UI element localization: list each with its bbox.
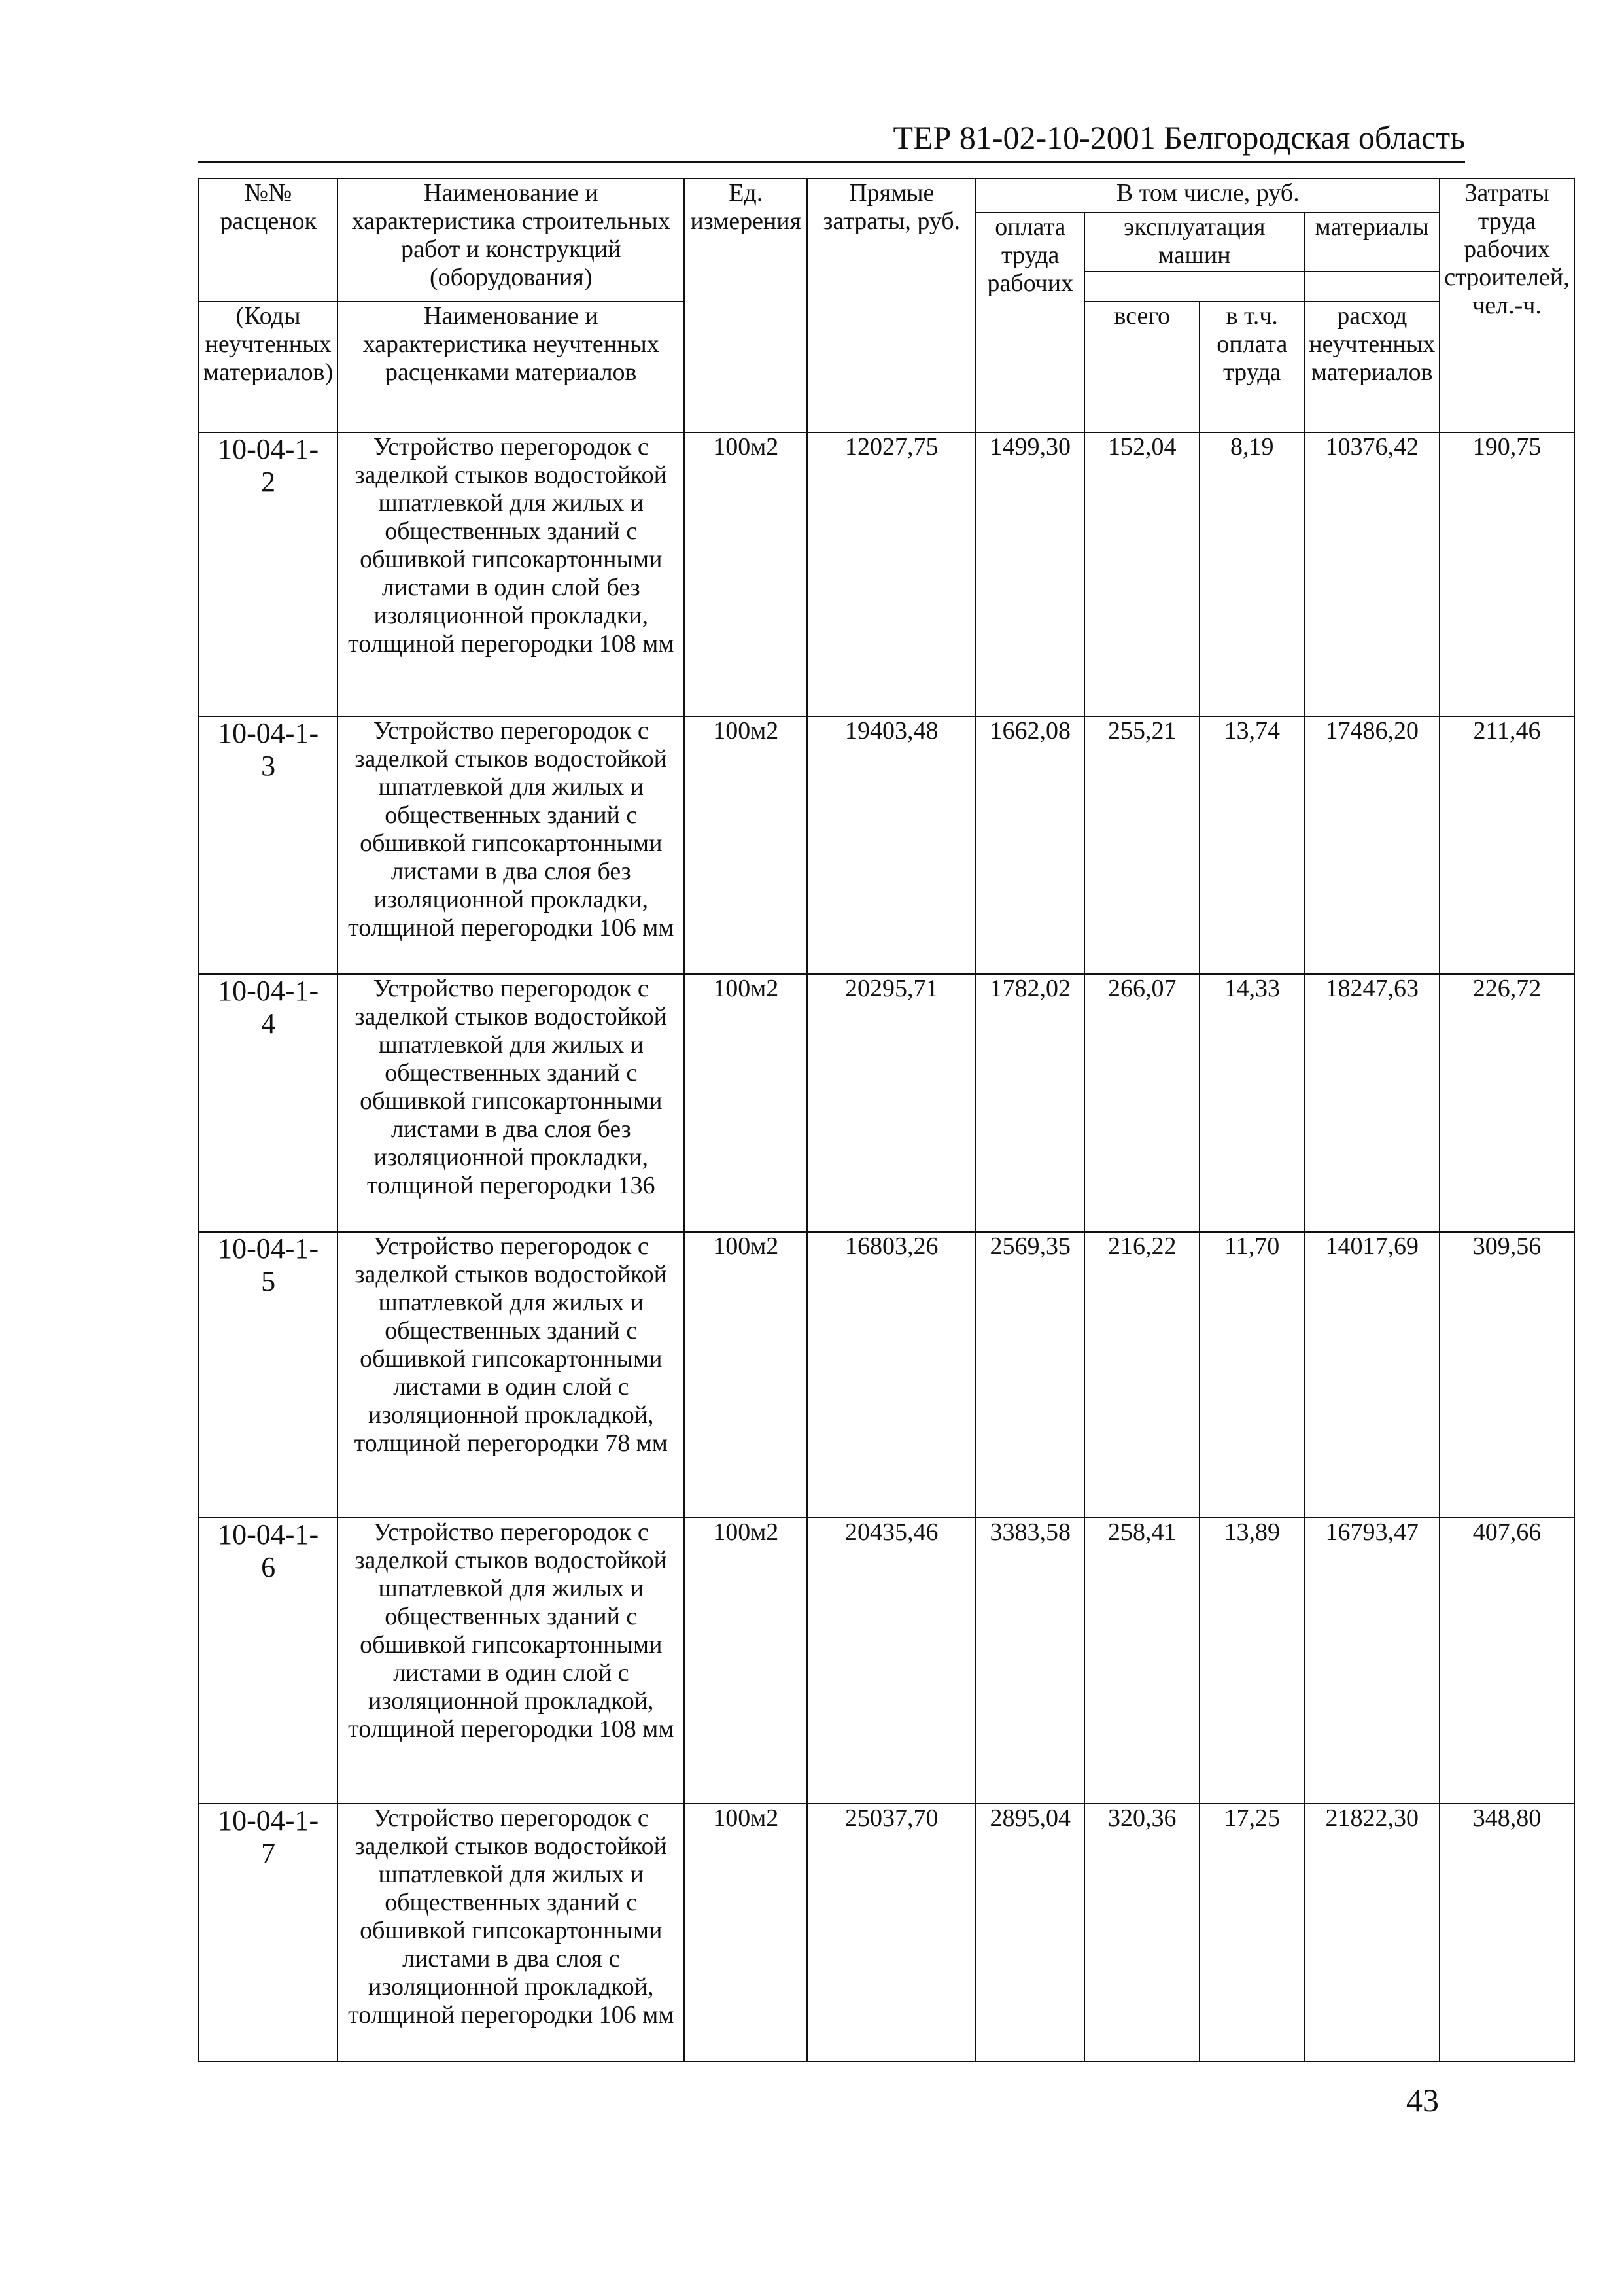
col-header-wage: оплата труда рабочих: [976, 213, 1084, 432]
col-header-code: №№ расценок: [199, 179, 337, 302]
rate-code: 10-04-1- 4: [199, 974, 337, 1232]
rate-labor: 309,56: [1440, 1232, 1574, 1518]
rate-direct-cost: 16803,26: [807, 1232, 976, 1518]
rate-machines-total: 266,07: [1084, 974, 1200, 1232]
rate-wage: 2569,35: [976, 1232, 1084, 1518]
rate-name: Устройство перегородок с заделкой стыков водостойкой шпатлевкой для жилых и общественных зданий с обшивкой гипсокартонными листами в один слой с изоляционной прокладкой, толщиной перегородки 108 мм: [337, 1518, 684, 1804]
rate-direct-cost: 12027,75: [807, 432, 976, 716]
rate-machines-total: 320,36: [1084, 1804, 1200, 2061]
rate-labor: 190,75: [1440, 432, 1574, 716]
col-header-mat-usage: расход неучтенных материалов: [1304, 302, 1440, 432]
rate-name: Устройство перегородок с заделкой стыков водостойкой шпатлевкой для жилых и общественных зданий с обшивкой гипсокартонными листами в один слой с изоляционной прокладкой, толщиной перегородки 78 мм: [337, 1232, 684, 1518]
rate-direct-cost: 19403,48: [807, 716, 976, 974]
materials-spacer: [1304, 272, 1440, 302]
rate-machines-wage: 11,70: [1200, 1232, 1304, 1518]
rate-machines-wage: 13,89: [1200, 1518, 1304, 1804]
page-number: 43: [1406, 2082, 1439, 2118]
rate-machines-wage: 14,33: [1200, 974, 1304, 1232]
rate-materials: 16793,47: [1304, 1518, 1440, 1804]
rate-unit: 100м2: [684, 1518, 807, 1804]
machines-spacer: [1084, 272, 1304, 302]
rate-labor: 211,46: [1440, 716, 1574, 974]
rate-code: 10-04-1- 7: [199, 1804, 337, 2061]
rate-code: 10-04-1- 3: [199, 716, 337, 974]
rate-machines-total: 152,04: [1084, 432, 1200, 716]
rate-machines-wage: 17,25: [1200, 1804, 1304, 2061]
rate-unit: 100м2: [684, 432, 807, 716]
rate-name: Устройство перегородок с заделкой стыков водостойкой шпатлевкой для жилых и общественных зданий с обшивкой гипсокартонными листами в два слоя с изоляционной прокладкой, толщиной перегородки 106 мм: [337, 1804, 684, 2061]
rate-unit: 100м2: [684, 974, 807, 1232]
rate-materials: 10376,42: [1304, 432, 1440, 716]
table-row: [199, 1518, 1574, 1804]
rate-machines-total: 255,21: [1084, 716, 1200, 974]
rate-labor: 226,72: [1440, 974, 1574, 1232]
rate-labor: 348,80: [1440, 1804, 1574, 2061]
col-header-name2: Наименование и характеристика неучтенных расценками материалов: [337, 302, 684, 432]
rate-unit: 100м2: [684, 1804, 807, 2061]
rate-direct-cost: 20435,46: [807, 1518, 976, 1804]
rate-materials: 14017,69: [1304, 1232, 1440, 1518]
col-header-direct: Прямые затраты, руб.: [807, 179, 976, 432]
rate-machines-total: 258,41: [1084, 1518, 1200, 1804]
col-header-materials: материалы: [1304, 213, 1440, 272]
rate-name: Устройство перегородок с заделкой стыков водостойкой шпатлевкой для жилых и общественных зданий с обшивкой гипсокартонными листами в два слоя без изоляционной прокладки, толщиной перегородки 136: [337, 974, 684, 1232]
rate-wage: 2895,04: [976, 1804, 1084, 2061]
table-row: [199, 1232, 1574, 1518]
rate-name: Устройство перегородок с заделкой стыков водостойкой шпатлевкой для жилых и общественных зданий с обшивкой гипсокартонными листами в два слоя без изоляционной прокладки, толщиной перегородки 106 мм: [337, 716, 684, 974]
rate-machines-total: 216,22: [1084, 1232, 1200, 1518]
rate-wage: 3383,58: [976, 1518, 1084, 1804]
rate-machines-wage: 8,19: [1200, 432, 1304, 716]
rate-code: 10-04-1- 2: [199, 432, 337, 716]
col-header-mach-wage: в т.ч. оплата труда: [1200, 302, 1304, 432]
rates-table: [198, 178, 1575, 2062]
rate-name: Устройство перегородок с заделкой стыков водостойкой шпатлевкой для жилых и общественных зданий с обшивкой гипсокартонными листами в один слой без изоляционной прокладки, толщиной перегородки 108 мм: [337, 432, 684, 716]
rate-wage: 1782,02: [976, 974, 1084, 1232]
rate-materials: 21822,30: [1304, 1804, 1440, 2061]
rate-wage: 1662,08: [976, 716, 1084, 974]
table-row: [199, 432, 1574, 716]
table-row: [199, 1804, 1574, 2061]
header-row-1: [199, 179, 1574, 213]
rate-materials: 18247,63: [1304, 974, 1440, 1232]
col-header-machines: эксплуатация машин: [1084, 213, 1304, 272]
rate-machines-wage: 13,74: [1200, 716, 1304, 974]
table-row: [199, 974, 1574, 1232]
col-header-name: Наименование и характеристика строительных работ и конструкций (оборудования): [337, 179, 684, 302]
rate-labor: 407,66: [1440, 1518, 1574, 1804]
col-header-unit: Ед. измерения: [684, 179, 807, 432]
col-header-code2: (Коды неучтенных материалов): [199, 302, 337, 432]
rate-direct-cost: 25037,70: [807, 1804, 976, 2061]
rate-code: 10-04-1- 5: [199, 1232, 337, 1518]
rate-code: 10-04-1- 6: [199, 1518, 337, 1804]
rate-unit: 100м2: [684, 1232, 807, 1518]
running-header: ТЕР 81-02-10-2001 Белгородская область: [893, 119, 1465, 156]
col-header-mach-total: всего: [1084, 302, 1200, 432]
rate-direct-cost: 20295,71: [807, 974, 976, 1232]
header-rule: [198, 161, 1465, 163]
col-header-incl: В том числе, руб.: [976, 179, 1440, 213]
rate-unit: 100м2: [684, 716, 807, 974]
rate-wage: 1499,30: [976, 432, 1084, 716]
rate-materials: 17486,20: [1304, 716, 1440, 974]
table-row: [199, 716, 1574, 974]
col-header-labor: Затраты труда рабочих строителей, чел.-ч.: [1440, 179, 1574, 432]
